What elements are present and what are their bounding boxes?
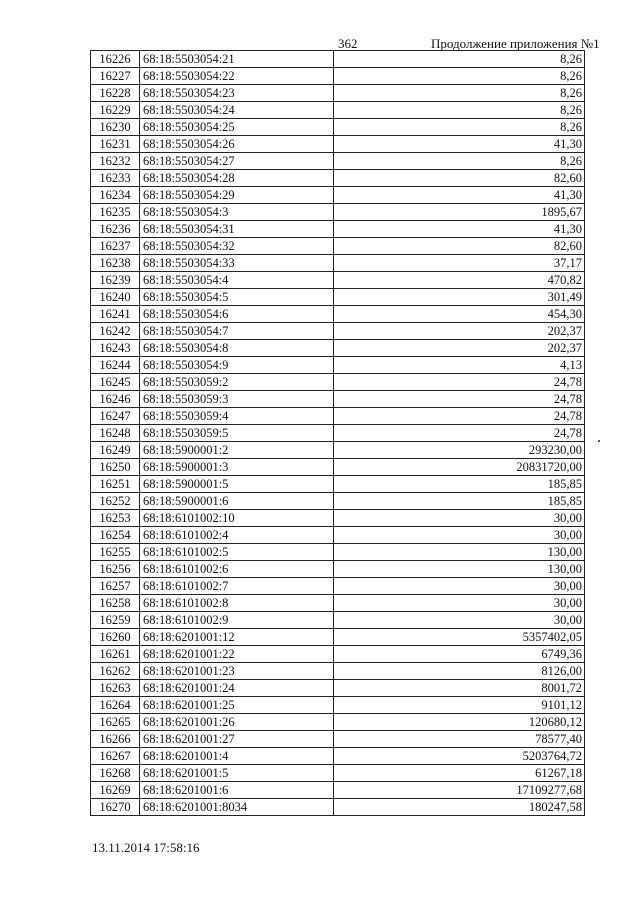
row-number-cell: 16264 — [91, 697, 140, 714]
row-number-cell: 16239 — [91, 272, 140, 289]
row-number-cell: 16261 — [91, 646, 140, 663]
row-number-cell: 16226 — [91, 51, 140, 68]
row-number-cell: 16257 — [91, 578, 140, 595]
table-row — [91, 68, 585, 85]
table-row — [91, 561, 585, 578]
row-number-cell: 16237 — [91, 238, 140, 255]
cadastral-number-cell: 68:18:6201001:5 — [140, 765, 334, 782]
value-cell: 5203764,72 — [334, 748, 585, 765]
value-cell: 470,82 — [334, 272, 585, 289]
table-row — [91, 153, 585, 170]
table-row — [91, 476, 585, 493]
table-row — [91, 510, 585, 527]
value-cell: 293230,00 — [334, 442, 585, 459]
cadastral-number-cell: 68:18:5503059:2 — [140, 374, 334, 391]
table-row — [91, 374, 585, 391]
value-cell: 185,85 — [334, 476, 585, 493]
cadastral-number-cell: 68:18:5503054:3 — [140, 204, 334, 221]
row-number-cell: 16250 — [91, 459, 140, 476]
row-number-cell: 16231 — [91, 136, 140, 153]
row-number-cell: 16252 — [91, 493, 140, 510]
row-number-cell: 16270 — [91, 799, 140, 816]
value-cell: 120680,12 — [334, 714, 585, 731]
cadastral-number-cell: 68:18:5503054:9 — [140, 357, 334, 374]
table-row — [91, 697, 585, 714]
value-cell: 24,78 — [334, 408, 585, 425]
row-number-cell: 16245 — [91, 374, 140, 391]
appendix-title: Продолжение приложения №1 — [431, 36, 600, 51]
table-row — [91, 425, 585, 442]
table-row — [91, 272, 585, 289]
table-row — [91, 646, 585, 663]
table-row — [91, 289, 585, 306]
value-cell: 30,00 — [334, 527, 585, 544]
value-cell: 41,30 — [334, 136, 585, 153]
value-cell: 1895,67 — [334, 204, 585, 221]
value-cell: 8001,72 — [334, 680, 585, 697]
row-number-cell: 16256 — [91, 561, 140, 578]
cadastral-number-cell: 68:18:5503054:23 — [140, 85, 334, 102]
row-number-cell: 16262 — [91, 663, 140, 680]
table-row — [91, 629, 585, 646]
table-row — [91, 731, 585, 748]
cadastral-number-cell: 68:18:5503054:29 — [140, 187, 334, 204]
table-row — [91, 187, 585, 204]
row-number-cell: 16234 — [91, 187, 140, 204]
table-row — [91, 612, 585, 629]
value-cell: 180247,58 — [334, 799, 585, 816]
row-number-cell: 16230 — [91, 119, 140, 136]
row-number-cell: 16229 — [91, 102, 140, 119]
row-number-cell: 16260 — [91, 629, 140, 646]
table-row — [91, 102, 585, 119]
cadastral-number-cell: 68:18:5503059:3 — [140, 391, 334, 408]
row-number-cell: 16243 — [91, 340, 140, 357]
table-row — [91, 527, 585, 544]
cadastral-number-cell: 68:18:6101002:7 — [140, 578, 334, 595]
value-cell: 130,00 — [334, 561, 585, 578]
row-number-cell: 16263 — [91, 680, 140, 697]
cadastral-number-cell: 68:18:6201001:25 — [140, 697, 334, 714]
row-number-cell: 16248 — [91, 425, 140, 442]
cadastral-number-cell: 68:18:5900001:3 — [140, 459, 334, 476]
row-number-cell: 16255 — [91, 544, 140, 561]
row-number-cell: 16269 — [91, 782, 140, 799]
row-number-cell: 16267 — [91, 748, 140, 765]
cadastral-value-table — [90, 50, 585, 816]
cadastral-number-cell: 68:18:5503054:31 — [140, 221, 334, 238]
value-cell: 4,13 — [334, 357, 585, 374]
cadastral-number-cell: 68:18:5503054:24 — [140, 102, 334, 119]
value-cell: 301,49 — [334, 289, 585, 306]
table-row — [91, 255, 585, 272]
table-row — [91, 306, 585, 323]
table-row — [91, 136, 585, 153]
table-row — [91, 799, 585, 816]
value-cell: 82,60 — [334, 170, 585, 187]
cadastral-number-cell: 68:18:6101002:6 — [140, 561, 334, 578]
row-number-cell: 16246 — [91, 391, 140, 408]
value-cell: 5357402,05 — [334, 629, 585, 646]
row-number-cell: 16265 — [91, 714, 140, 731]
value-cell: 202,37 — [334, 340, 585, 357]
value-cell: 17109277,68 — [334, 782, 585, 799]
table-body — [91, 51, 585, 816]
table-row — [91, 238, 585, 255]
value-cell: 8,26 — [334, 119, 585, 136]
value-cell: 37,17 — [334, 255, 585, 272]
value-cell: 8126,00 — [334, 663, 585, 680]
cadastral-number-cell: 68:18:6201001:24 — [140, 680, 334, 697]
value-cell: 30,00 — [334, 510, 585, 527]
value-cell: 24,78 — [334, 374, 585, 391]
table-row — [91, 357, 585, 374]
cadastral-number-cell: 68:18:5503054:33 — [140, 255, 334, 272]
row-number-cell: 16228 — [91, 85, 140, 102]
table-row — [91, 442, 585, 459]
row-number-cell: 16249 — [91, 442, 140, 459]
cadastral-number-cell: 68:18:5503054:8 — [140, 340, 334, 357]
value-cell: 6749,36 — [334, 646, 585, 663]
value-cell: 202,37 — [334, 323, 585, 340]
row-number-cell: 16235 — [91, 204, 140, 221]
cadastral-number-cell: 68:18:5503059:4 — [140, 408, 334, 425]
page-number: 362 — [338, 36, 358, 51]
cadastral-number-cell: 68:18:5503054:4 — [140, 272, 334, 289]
row-number-cell: 16259 — [91, 612, 140, 629]
table-row — [91, 578, 585, 595]
cadastral-number-cell: 68:18:5503054:28 — [140, 170, 334, 187]
cadastral-number-cell: 68:18:6201001:6 — [140, 782, 334, 799]
table-row — [91, 544, 585, 561]
table-row — [91, 221, 585, 238]
row-number-cell: 16266 — [91, 731, 140, 748]
value-cell: 130,00 — [334, 544, 585, 561]
cadastral-number-cell: 68:18:5503054:6 — [140, 306, 334, 323]
row-number-cell: 16240 — [91, 289, 140, 306]
table-row — [91, 391, 585, 408]
cadastral-number-cell: 68:18:6201001:22 — [140, 646, 334, 663]
table-row — [91, 170, 585, 187]
row-number-cell: 16251 — [91, 476, 140, 493]
cadastral-number-cell: 68:18:5503054:26 — [140, 136, 334, 153]
cadastral-number-cell: 68:18:6201001:8034 — [140, 799, 334, 816]
row-number-cell: 16233 — [91, 170, 140, 187]
row-number-cell: 16254 — [91, 527, 140, 544]
cadastral-number-cell: 68:18:6201001:26 — [140, 714, 334, 731]
cadastral-number-cell: 68:18:6101002:4 — [140, 527, 334, 544]
table-row — [91, 85, 585, 102]
cadastral-number-cell: 68:18:5503054:21 — [140, 51, 334, 68]
cadastral-number-cell: 68:18:5503054:25 — [140, 119, 334, 136]
cadastral-number-cell: 68:18:6201001:4 — [140, 748, 334, 765]
footer-timestamp: 13.11.2014 17:58:16 — [92, 840, 200, 855]
cadastral-number-cell: 68:18:5503054:32 — [140, 238, 334, 255]
cadastral-number-cell: 68:18:6101002:8 — [140, 595, 334, 612]
value-cell: 82,60 — [334, 238, 585, 255]
cadastral-number-cell: 68:18:5503054:27 — [140, 153, 334, 170]
value-cell: 8,26 — [334, 85, 585, 102]
value-cell: 30,00 — [334, 578, 585, 595]
table-row — [91, 782, 585, 799]
row-number-cell: 16242 — [91, 323, 140, 340]
value-cell: 61267,18 — [334, 765, 585, 782]
table-row — [91, 204, 585, 221]
cadastral-number-cell: 68:18:5503054:5 — [140, 289, 334, 306]
table-row — [91, 595, 585, 612]
row-number-cell: 16236 — [91, 221, 140, 238]
value-cell: 78577,40 — [334, 731, 585, 748]
cadastral-number-cell: 68:18:6201001:23 — [140, 663, 334, 680]
row-number-cell: 16241 — [91, 306, 140, 323]
value-cell: 30,00 — [334, 612, 585, 629]
value-cell: 20831720,00 — [334, 459, 585, 476]
value-cell: 8,26 — [334, 68, 585, 85]
cadastral-number-cell: 68:18:5900001:2 — [140, 442, 334, 459]
cadastral-number-cell: 68:18:5900001:5 — [140, 476, 334, 493]
cadastral-number-cell: 68:18:5503054:7 — [140, 323, 334, 340]
table-row — [91, 765, 585, 782]
value-cell: 24,78 — [334, 425, 585, 442]
cadastral-number-cell: 68:18:6201001:27 — [140, 731, 334, 748]
row-number-cell: 16247 — [91, 408, 140, 425]
value-cell: 41,30 — [334, 187, 585, 204]
cadastral-number-cell: 68:18:6201001:12 — [140, 629, 334, 646]
table-row — [91, 748, 585, 765]
row-number-cell: 16238 — [91, 255, 140, 272]
value-cell: 8,26 — [334, 153, 585, 170]
value-cell: 454,30 — [334, 306, 585, 323]
table-row — [91, 119, 585, 136]
cadastral-number-cell: 68:18:5503059:5 — [140, 425, 334, 442]
table-row — [91, 51, 585, 68]
table-row — [91, 663, 585, 680]
cadastral-number-cell: 68:18:6101002:10 — [140, 510, 334, 527]
table-row — [91, 323, 585, 340]
table-row — [91, 680, 585, 697]
row-number-cell: 16268 — [91, 765, 140, 782]
table-row — [91, 493, 585, 510]
table-row — [91, 459, 585, 476]
value-cell: 9101,12 — [334, 697, 585, 714]
cadastral-number-cell: 68:18:6101002:9 — [140, 612, 334, 629]
value-cell: 30,00 — [334, 595, 585, 612]
table-row — [91, 714, 585, 731]
cadastral-number-cell: 68:18:5503054:22 — [140, 68, 334, 85]
value-cell: 24,78 — [334, 391, 585, 408]
scan-speck — [598, 440, 600, 442]
table-row — [91, 340, 585, 357]
value-cell: 8,26 — [334, 102, 585, 119]
row-number-cell: 16232 — [91, 153, 140, 170]
value-cell: 185,85 — [334, 493, 585, 510]
row-number-cell: 16244 — [91, 357, 140, 374]
cadastral-number-cell: 68:18:5900001:6 — [140, 493, 334, 510]
row-number-cell: 16253 — [91, 510, 140, 527]
row-number-cell: 16227 — [91, 68, 140, 85]
value-cell: 8,26 — [334, 51, 585, 68]
value-cell: 41,30 — [334, 221, 585, 238]
cadastral-number-cell: 68:18:6101002:5 — [140, 544, 334, 561]
table-row — [91, 408, 585, 425]
row-number-cell: 16258 — [91, 595, 140, 612]
